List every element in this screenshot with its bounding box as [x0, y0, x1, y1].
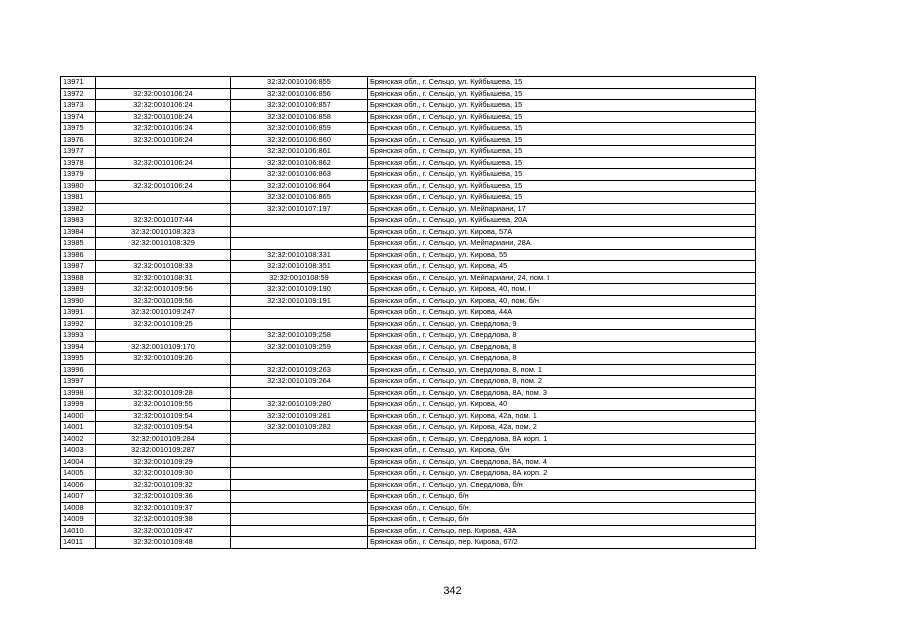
- parcel-cadastral-number-cell: 32:32:0010109:32: [96, 479, 231, 491]
- address-cell: Брянская обл., г. Сельцо, ул. Мейпариани, 28А: [368, 238, 756, 250]
- address-cell: Брянская обл., г. Сельцо, ул. Свердлова, 8А, пом. 3: [368, 387, 756, 399]
- building-cadastral-number-cell: [231, 215, 368, 227]
- record-number-cell: 13982: [61, 203, 96, 215]
- address-cell: Брянская обл., г. Сельцо, ул. Куйбышева, 15: [368, 111, 756, 123]
- table-row: [61, 169, 756, 181]
- record-number-cell: 13991: [61, 307, 96, 319]
- record-number-cell: 13987: [61, 261, 96, 273]
- table-row: [61, 180, 756, 192]
- building-cadastral-number-cell: 32:32:0010106:863: [231, 169, 368, 181]
- record-number-cell: 13986: [61, 249, 96, 261]
- parcel-cadastral-number-cell: 32:32:0010108:31: [96, 272, 231, 284]
- parcel-cadastral-number-cell: 32:32:0010106:24: [96, 111, 231, 123]
- table-row: [61, 376, 756, 388]
- building-cadastral-number-cell: 32:32:0010109:191: [231, 295, 368, 307]
- table-row: [61, 525, 756, 537]
- table-row: [61, 318, 756, 330]
- record-number-cell: 13980: [61, 180, 96, 192]
- address-cell: Брянская обл., г. Сельцо, ул. Куйбышева, 15: [368, 77, 756, 89]
- address-cell: Брянская обл., г. Сельцо, ул. Свердлова, 9: [368, 318, 756, 330]
- address-cell: Брянская обл., г. Сельцо, ул. Куйбышева, 15: [368, 134, 756, 146]
- building-cadastral-number-cell: 32:32:0010106:864: [231, 180, 368, 192]
- record-number-cell: 13992: [61, 318, 96, 330]
- table-row: [61, 445, 756, 457]
- building-cadastral-number-cell: [231, 445, 368, 457]
- record-number-cell: 13984: [61, 226, 96, 238]
- building-cadastral-number-cell: [231, 387, 368, 399]
- table-row: [61, 192, 756, 204]
- record-number-cell: 13979: [61, 169, 96, 181]
- parcel-cadastral-number-cell: 32:32:0010109:56: [96, 284, 231, 296]
- building-cadastral-number-cell: 32:32:0010106:861: [231, 146, 368, 158]
- parcel-cadastral-number-cell: 32:32:0010109:30: [96, 468, 231, 480]
- record-number-cell: 13983: [61, 215, 96, 227]
- table-row: [61, 491, 756, 503]
- address-cell: Брянская обл., г. Сельцо, ул. Кирова, 44А: [368, 307, 756, 319]
- address-cell: Брянская обл., г. Сельцо, ул. Свердлова, 8: [368, 330, 756, 342]
- building-cadastral-number-cell: 32:32:0010109:259: [231, 341, 368, 353]
- parcel-cadastral-number-cell: 32:32:0010108:33: [96, 261, 231, 273]
- building-cadastral-number-cell: 32:32:0010106:860: [231, 134, 368, 146]
- building-cadastral-number-cell: 32:32:0010107:197: [231, 203, 368, 215]
- table-row: [61, 422, 756, 434]
- record-number-cell: 14006: [61, 479, 96, 491]
- address-cell: Брянская обл., г. Сельцо, ул. Куйбышева, 15: [368, 146, 756, 158]
- building-cadastral-number-cell: 32:32:0010109:190: [231, 284, 368, 296]
- parcel-cadastral-number-cell: [96, 169, 231, 181]
- parcel-cadastral-number-cell: [96, 364, 231, 376]
- record-number-cell: 13994: [61, 341, 96, 353]
- building-cadastral-number-cell: [231, 468, 368, 480]
- parcel-cadastral-number-cell: 32:32:0010109:55: [96, 399, 231, 411]
- table-row: [61, 502, 756, 514]
- table-row: [61, 238, 756, 250]
- parcel-cadastral-number-cell: 32:32:0010106:24: [96, 123, 231, 135]
- address-cell: Брянская обл., г. Сельцо, ул. Свердлова, б/н: [368, 479, 756, 491]
- building-cadastral-number-cell: 32:32:0010106:855: [231, 77, 368, 89]
- address-cell: Брянская обл., г. Сельцо, пер. Кирова, 43А: [368, 525, 756, 537]
- building-cadastral-number-cell: 32:32:0010109:264: [231, 376, 368, 388]
- parcel-cadastral-number-cell: 32:32:0010109:37: [96, 502, 231, 514]
- address-cell: Брянская обл., г. Сельцо, ул. Кирова, 40, пом. I: [368, 284, 756, 296]
- address-cell: Брянская обл., г. Сельцо, ул. Куйбышева, 15: [368, 169, 756, 181]
- table-row: [61, 433, 756, 445]
- record-number-cell: 13989: [61, 284, 96, 296]
- parcel-cadastral-number-cell: 32:32:0010109:56: [96, 295, 231, 307]
- building-cadastral-number-cell: [231, 479, 368, 491]
- address-cell: Брянская обл., г. Сельцо, б/н: [368, 514, 756, 526]
- address-cell: Брянская обл., г. Сельцо, ул. Куйбышева, 15: [368, 192, 756, 204]
- address-cell: Брянская обл., г. Сельцо, ул. Куйбышева, 15: [368, 157, 756, 169]
- table-row: [61, 330, 756, 342]
- address-cell: Брянская обл., г. Сельцо, ул. Кирова, б/н: [368, 445, 756, 457]
- building-cadastral-number-cell: 32:32:0010109:258: [231, 330, 368, 342]
- parcel-cadastral-number-cell: 32:32:0010106:24: [96, 157, 231, 169]
- parcel-cadastral-number-cell: [96, 203, 231, 215]
- address-cell: Брянская обл., г. Сельцо, ул. Свердлова, 8, пом. 2: [368, 376, 756, 388]
- building-cadastral-number-cell: [231, 433, 368, 445]
- record-number-cell: 13978: [61, 157, 96, 169]
- parcel-cadastral-number-cell: 32:32:0010109:28: [96, 387, 231, 399]
- table-row: [61, 88, 756, 100]
- address-cell: Брянская обл., г. Сельцо, ул. Куйбышева, 15: [368, 88, 756, 100]
- table-row: [61, 146, 756, 158]
- address-cell: Брянская обл., г. Сельцо, ул. Свердлова, 8: [368, 341, 756, 353]
- building-cadastral-number-cell: 32:32:0010108:331: [231, 249, 368, 261]
- record-number-cell: 13971: [61, 77, 96, 89]
- building-cadastral-number-cell: 32:32:0010109:280: [231, 399, 368, 411]
- parcel-cadastral-number-cell: [96, 249, 231, 261]
- table-row: [61, 284, 756, 296]
- record-number-cell: 14003: [61, 445, 96, 457]
- building-cadastral-number-cell: [231, 353, 368, 365]
- parcel-cadastral-number-cell: 32:32:0010109:26: [96, 353, 231, 365]
- record-number-cell: 14001: [61, 422, 96, 434]
- address-cell: Брянская обл., г. Сельцо, ул. Свердлова, 8, пом. 1: [368, 364, 756, 376]
- table-body: [61, 77, 756, 549]
- address-cell: Брянская обл., г. Сельцо, ул. Кирова, 42а, пом. 1: [368, 410, 756, 422]
- parcel-cadastral-number-cell: 32:32:0010109:287: [96, 445, 231, 457]
- record-number-cell: 14007: [61, 491, 96, 503]
- table-row: [61, 514, 756, 526]
- parcel-cadastral-number-cell: 32:32:0010109:54: [96, 410, 231, 422]
- table-row: [61, 249, 756, 261]
- building-cadastral-number-cell: [231, 238, 368, 250]
- parcel-cadastral-number-cell: [96, 330, 231, 342]
- building-cadastral-number-cell: [231, 525, 368, 537]
- building-cadastral-number-cell: [231, 537, 368, 549]
- parcel-cadastral-number-cell: 32:32:0010109:25: [96, 318, 231, 330]
- parcel-cadastral-number-cell: 32:32:0010106:24: [96, 100, 231, 112]
- table-row: [61, 123, 756, 135]
- address-cell: Брянская обл., г. Сельцо, ул. Мейпариани, 24, пом. I: [368, 272, 756, 284]
- table-row: [61, 353, 756, 365]
- parcel-cadastral-number-cell: 32:32:0010107:44: [96, 215, 231, 227]
- record-number-cell: 14010: [61, 525, 96, 537]
- building-cadastral-number-cell: 32:32:0010109:281: [231, 410, 368, 422]
- record-number-cell: 13975: [61, 123, 96, 135]
- table-row: [61, 537, 756, 549]
- table-row: [61, 215, 756, 227]
- address-cell: Брянская обл., г. Сельцо, б/н: [368, 502, 756, 514]
- table-row: [61, 295, 756, 307]
- building-cadastral-number-cell: 32:32:0010106:865: [231, 192, 368, 204]
- table-row: [61, 387, 756, 399]
- property-register-table: [60, 76, 756, 549]
- parcel-cadastral-number-cell: 32:32:0010109:247: [96, 307, 231, 319]
- building-cadastral-number-cell: [231, 318, 368, 330]
- address-cell: Брянская обл., г. Сельцо, ул. Кирова, 55: [368, 249, 756, 261]
- building-cadastral-number-cell: [231, 502, 368, 514]
- record-number-cell: 14002: [61, 433, 96, 445]
- table-row: [61, 468, 756, 480]
- table-row: [61, 100, 756, 112]
- building-cadastral-number-cell: [231, 514, 368, 526]
- building-cadastral-number-cell: 32:32:0010106:859: [231, 123, 368, 135]
- record-number-cell: 14004: [61, 456, 96, 468]
- parcel-cadastral-number-cell: 32:32:0010106:24: [96, 180, 231, 192]
- address-cell: Брянская обл., г. Сельцо, ул. Свердлова, 8: [368, 353, 756, 365]
- address-cell: Брянская обл., г. Сельцо, ул. Кирова, 42а, пом. 2: [368, 422, 756, 434]
- parcel-cadastral-number-cell: [96, 192, 231, 204]
- parcel-cadastral-number-cell: 32:32:0010109:170: [96, 341, 231, 353]
- address-cell: Брянская обл., г. Сельцо, ул. Кирова, 45: [368, 261, 756, 273]
- record-number-cell: 13990: [61, 295, 96, 307]
- record-number-cell: 13981: [61, 192, 96, 204]
- record-number-cell: 13977: [61, 146, 96, 158]
- table-row: [61, 364, 756, 376]
- table-row: [61, 261, 756, 273]
- building-cadastral-number-cell: 32:32:0010108:59: [231, 272, 368, 284]
- building-cadastral-number-cell: [231, 307, 368, 319]
- address-cell: Брянская обл., г. Сельцо, ул. Свердлова, 8А корп. 2: [368, 468, 756, 480]
- parcel-cadastral-number-cell: 32:32:0010109:29: [96, 456, 231, 468]
- record-number-cell: 13996: [61, 364, 96, 376]
- parcel-cadastral-number-cell: 32:32:0010109:284: [96, 433, 231, 445]
- parcel-cadastral-number-cell: 32:32:0010106:24: [96, 134, 231, 146]
- record-number-cell: 14005: [61, 468, 96, 480]
- table-row: [61, 272, 756, 284]
- parcel-cadastral-number-cell: 32:32:0010109:38: [96, 514, 231, 526]
- record-number-cell: 13995: [61, 353, 96, 365]
- record-number-cell: 13999: [61, 399, 96, 411]
- building-cadastral-number-cell: 32:32:0010108:351: [231, 261, 368, 273]
- record-number-cell: 13998: [61, 387, 96, 399]
- parcel-cadastral-number-cell: [96, 146, 231, 158]
- building-cadastral-number-cell: 32:32:0010106:858: [231, 111, 368, 123]
- table-row: [61, 77, 756, 89]
- parcel-cadastral-number-cell: 32:32:0010108:323: [96, 226, 231, 238]
- building-cadastral-number-cell: [231, 226, 368, 238]
- building-cadastral-number-cell: 32:32:0010109:282: [231, 422, 368, 434]
- record-number-cell: 13973: [61, 100, 96, 112]
- record-number-cell: 14011: [61, 537, 96, 549]
- parcel-cadastral-number-cell: [96, 77, 231, 89]
- table-row: [61, 203, 756, 215]
- table-row: [61, 226, 756, 238]
- parcel-cadastral-number-cell: 32:32:0010106:24: [96, 88, 231, 100]
- building-cadastral-number-cell: 32:32:0010106:857: [231, 100, 368, 112]
- record-number-cell: 13985: [61, 238, 96, 250]
- table-row: [61, 157, 756, 169]
- table-row: [61, 410, 756, 422]
- record-number-cell: 13974: [61, 111, 96, 123]
- record-number-cell: 13976: [61, 134, 96, 146]
- record-number-cell: 13997: [61, 376, 96, 388]
- parcel-cadastral-number-cell: 32:32:0010109:48: [96, 537, 231, 549]
- address-cell: Брянская обл., г. Сельцо, ул. Мейпариани, 17: [368, 203, 756, 215]
- table-row: [61, 399, 756, 411]
- record-number-cell: 13993: [61, 330, 96, 342]
- address-cell: Брянская обл., г. Сельцо, ул. Свердлова, 8А корп. 1: [368, 433, 756, 445]
- address-cell: Брянская обл., г. Сельцо, ул. Кирова, 40, пом. б/н: [368, 295, 756, 307]
- building-cadastral-number-cell: [231, 491, 368, 503]
- building-cadastral-number-cell: [231, 456, 368, 468]
- table-row: [61, 341, 756, 353]
- address-cell: Брянская обл., г. Сельцо, ул. Куйбышева, 15: [368, 123, 756, 135]
- parcel-cadastral-number-cell: [96, 376, 231, 388]
- record-number-cell: 14000: [61, 410, 96, 422]
- address-cell: Брянская обл., г. Сельцо, ул. Кирова, 40: [368, 399, 756, 411]
- building-cadastral-number-cell: 32:32:0010106:862: [231, 157, 368, 169]
- parcel-cadastral-number-cell: 32:32:0010109:54: [96, 422, 231, 434]
- record-number-cell: 14009: [61, 514, 96, 526]
- record-number-cell: 13988: [61, 272, 96, 284]
- address-cell: Брянская обл., г. Сельцо, ул. Кирова, 57А: [368, 226, 756, 238]
- building-cadastral-number-cell: 32:32:0010109:263: [231, 364, 368, 376]
- record-number-cell: 14008: [61, 502, 96, 514]
- table-row: [61, 134, 756, 146]
- page-number: 342: [443, 585, 462, 597]
- address-cell: Брянская обл., г. Сельцо, пер. Кирова, 67/2: [368, 537, 756, 549]
- parcel-cadastral-number-cell: 32:32:0010108:329: [96, 238, 231, 250]
- address-cell: Брянская обл., г. Сельцо, б/н: [368, 491, 756, 503]
- table-row: [61, 479, 756, 491]
- record-number-cell: 13972: [61, 88, 96, 100]
- address-cell: Брянская обл., г. Сельцо, ул. Свердлова, 8А, пом. 4: [368, 456, 756, 468]
- address-cell: Брянская обл., г. Сельцо, ул. Куйбышева, 20А: [368, 215, 756, 227]
- table-row: [61, 307, 756, 319]
- table-row: [61, 456, 756, 468]
- address-cell: Брянская обл., г. Сельцо, ул. Куйбышева, 15: [368, 100, 756, 112]
- table-row: [61, 111, 756, 123]
- parcel-cadastral-number-cell: 32:32:0010109:47: [96, 525, 231, 537]
- building-cadastral-number-cell: 32:32:0010106:856: [231, 88, 368, 100]
- parcel-cadastral-number-cell: 32:32:0010109:36: [96, 491, 231, 503]
- address-cell: Брянская обл., г. Сельцо, ул. Куйбышева, 15: [368, 180, 756, 192]
